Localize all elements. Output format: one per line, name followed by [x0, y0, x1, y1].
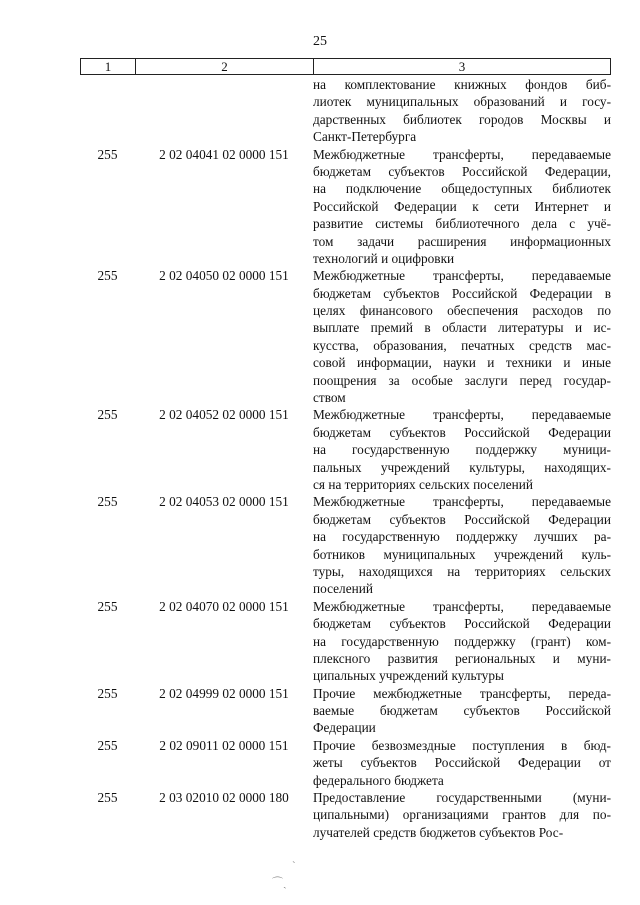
name-line: ципальными) организациями грантов для по- [313, 807, 611, 823]
name-line: пальных учреждений культуры, находящих- [313, 459, 611, 475]
admin-code-cell: 255 [97, 737, 118, 753]
table-row [80, 598, 611, 685]
name-line: бюджетам субъектов Российской Федерации [313, 511, 611, 527]
name-line: Межбюджетные трансферты, передаваемые [313, 494, 611, 510]
header-col-2: 2 [136, 59, 314, 74]
name-line: Прочие безвозмездные поступления в бюд- [313, 737, 611, 753]
admin-code-cell: 255 [97, 407, 118, 423]
revenue-name-cell [313, 685, 611, 737]
name-line: туры, находящихся на территориях сельских [313, 563, 611, 579]
admin-code-cell: 255 [97, 146, 118, 162]
name-line: ботников муниципальных учреждений куль- [313, 546, 611, 562]
name-line: лиотек муниципальных образований и госу- [313, 94, 611, 110]
revenue-code-cell: 2 02 04053 02 0000 151 [159, 494, 289, 510]
name-line: дарственных библиотек городов Москвы и [313, 111, 611, 127]
revenue-name-cell [313, 76, 611, 146]
name-line: том задачи расширения информационных [313, 233, 611, 249]
revenue-name-cell [313, 598, 611, 685]
revenue-code-cell: 2 02 04999 02 0000 151 [159, 685, 289, 701]
name-line: на государственную поддержку муници- [313, 442, 611, 458]
name-line: Межбюджетные трансферты, передаваемые [313, 407, 611, 423]
name-line: совой информации, науки и техники и иные [313, 355, 611, 371]
admin-code-cell: 255 [97, 685, 118, 701]
scan-mark: ⌒ˎ [272, 877, 287, 889]
revenue-code-cell: 2 02 09011 02 0000 151 [159, 737, 289, 753]
revenue-name-cell [313, 406, 611, 493]
admin-code-cell [80, 76, 135, 93]
table-header [80, 58, 611, 75]
admin-code-cell: 255 [97, 598, 118, 614]
header-col-3: 3 [458, 59, 466, 74]
name-line: Межбюджетные трансферты, передаваемые [313, 598, 611, 614]
name-line: бюджетам субъектов Российской Федерации [313, 424, 611, 440]
header-col-1: 1 [81, 59, 136, 74]
name-line: Прочие межбюджетные трансферты, переда- [313, 685, 611, 701]
name-line: на комплектование книжных фондов биб- [313, 77, 611, 92]
name-line: на государственную поддержку (грант) ком- [313, 633, 611, 649]
table-row [80, 406, 611, 493]
table-row [80, 789, 611, 841]
name-line: бюджетам субъектов Российской Федерации в [313, 285, 611, 301]
scan-mark: ˋ [292, 860, 296, 872]
name-line: Федерации [313, 720, 376, 736]
revenue-code-cell: 2 02 04052 02 0000 151 [159, 407, 289, 423]
name-line: Межбюджетные трансферты, передаваемые [313, 146, 611, 162]
page-number: 25 [313, 34, 327, 49]
admin-code-cell: 255 [97, 268, 118, 284]
name-line: технологий и оцифровки [313, 250, 455, 266]
name-line: развитие системы библиотечного дела с учё- [313, 216, 611, 232]
name-line: плексного развития региональных и муни- [313, 650, 611, 666]
name-line: жеты субъектов Российской Федерации от [313, 755, 611, 771]
name-line: Межбюджетные трансферты, передаваемые [313, 268, 611, 284]
revenue-name-cell [313, 493, 611, 597]
name-line: Предоставление государственными (муни- [313, 790, 611, 806]
name-line: целях финансового обеспечения расходов по [313, 303, 611, 319]
revenue-code-cell: 2 02 04041 02 0000 151 [159, 146, 289, 162]
name-line: бюджетам субъектов Российской Федерации [313, 616, 611, 632]
name-line: федерального бюджета [313, 772, 444, 788]
name-line: бюджетам субъектов Российской Федерации, [313, 163, 611, 179]
admin-code-cell: 255 [97, 790, 118, 806]
table-row [80, 267, 611, 406]
revenue-code-cell [135, 76, 313, 93]
name-line: на государственную поддержку лучших ра- [313, 529, 611, 545]
table-row [80, 685, 611, 737]
name-line: ципальных учреждений культуры [313, 668, 504, 684]
name-line: на подключение общедоступных библиотек [313, 181, 611, 197]
revenue-code-cell: 2 03 02010 02 0000 180 [159, 790, 289, 806]
name-line: кусства, образования, печатных средств мас- [313, 337, 611, 353]
revenue-name-cell [313, 737, 611, 789]
name-line: ством [313, 390, 346, 406]
table-row [80, 737, 611, 789]
revenue-name-cell [313, 267, 611, 406]
table-row [80, 146, 611, 268]
name-line: Санкт-Петербурга [313, 129, 417, 145]
table-body [80, 76, 611, 841]
revenue-code-cell: 2 02 04050 02 0000 151 [159, 268, 289, 284]
name-line: ваемые бюджетам субъектов Российской [313, 703, 611, 719]
name-line: ся на территориях сельских поселений [313, 476, 534, 492]
admin-code-cell: 255 [97, 494, 118, 510]
revenue-code-cell: 2 02 04070 02 0000 151 [159, 598, 289, 614]
revenue-name-cell [313, 789, 611, 841]
name-line: выплате премий в области литературы и ис- [313, 320, 611, 336]
name-line: поселений [313, 581, 373, 597]
table-row [80, 76, 611, 146]
revenue-name-cell [313, 146, 611, 268]
name-line: лучателей средств бюджетов субъектов Рос- [313, 824, 564, 840]
table-row [80, 493, 611, 597]
name-line: Российской Федерации к сети Интернет и [313, 198, 611, 214]
name-line: поощрения за особые заслуги перед государ- [313, 372, 611, 388]
